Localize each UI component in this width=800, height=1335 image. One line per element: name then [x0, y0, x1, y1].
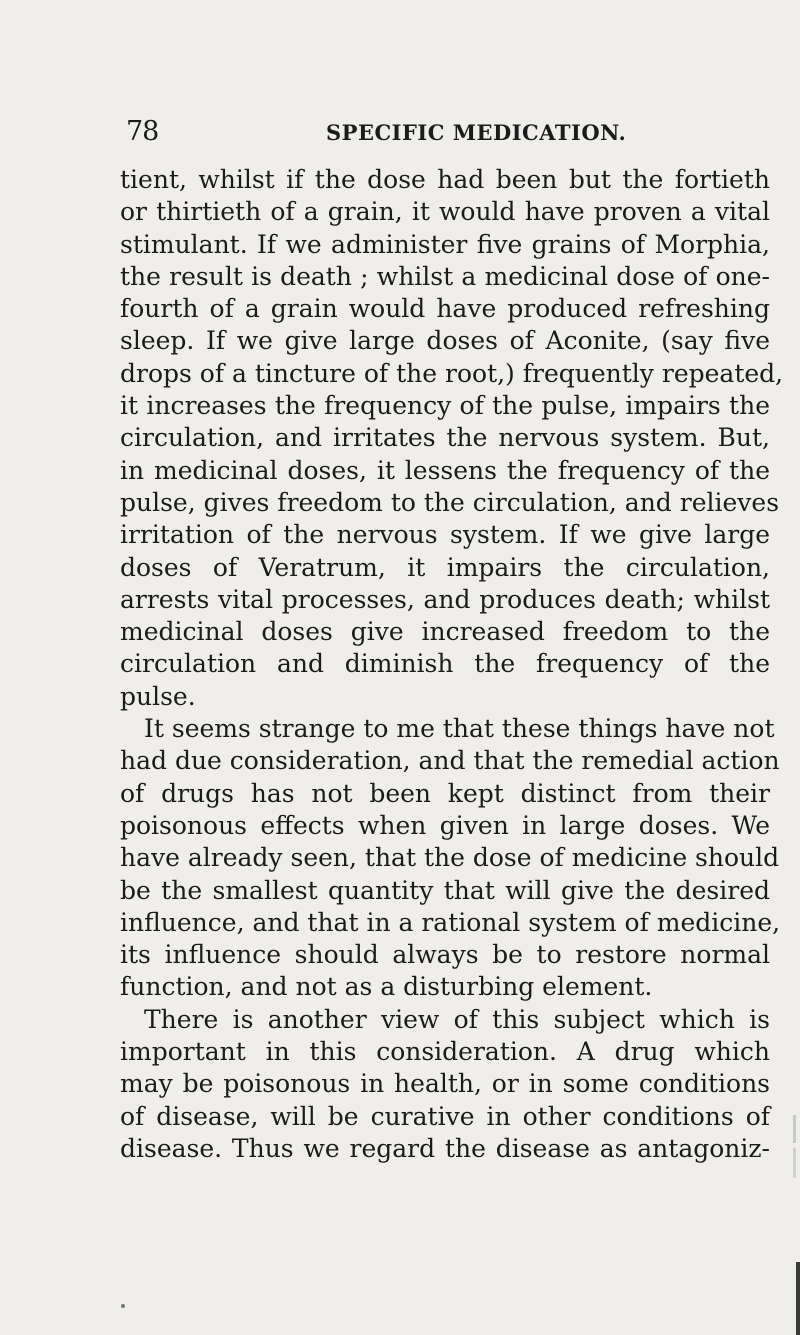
text-line: disease. Thus we regard the disease as antagoniz-	[120, 1133, 770, 1163]
text-line: in medicinal doses, it lessens the frequency of the	[120, 455, 770, 485]
text-line: doses of Veratrum, it impairs the circulation,	[120, 552, 770, 582]
page-edge-shadow	[796, 1262, 800, 1335]
text-line: pulse.	[120, 681, 196, 711]
text-line: medicinal doses give increased freedom to the	[120, 617, 770, 647]
text-line: influence, and that in a rational system of medicine,	[120, 907, 781, 937]
text-line: poisonous effects when given in large doses. We	[120, 810, 770, 840]
text-line: have already seen, that the dose of medicine should	[120, 843, 780, 873]
text-line: the result is death ; whilst a medicinal dose of one-	[120, 261, 770, 291]
running-title: SPECIFIC MEDICATION.	[326, 120, 627, 145]
text-line: may be poisonous in health, or in some conditions	[120, 1069, 770, 1099]
text-line: sleep. If we give large doses of Aconite, (say five	[120, 326, 770, 356]
text-line: There is another view of this subject which is	[144, 1004, 770, 1034]
text-line: function, and not as a disturbing element.	[120, 972, 653, 1002]
page-edge-shadow	[793, 1148, 796, 1178]
text-line: important in this consideration. A drug which	[120, 1037, 770, 1067]
text-line: fourth of a grain would have produced refreshing	[120, 294, 770, 324]
text-line: or thirtieth of a grain, it would have proven a vital	[120, 197, 770, 227]
text-line: it increases the frequency of the pulse, impairs the	[120, 391, 770, 421]
text-line: arrests vital processes, and produces death; whilst	[120, 584, 770, 614]
text-line: tient, whilst if the dose had been but the fortieth	[120, 165, 770, 194]
page-edge-shadow	[793, 1115, 796, 1143]
text-line: stimulant. If we administer five grains of Morphia,	[120, 229, 770, 259]
text-line: irritation of the nervous system. If we give large	[120, 520, 770, 550]
text-line: of disease, will be curative in other conditions of	[120, 1101, 770, 1131]
text-line: be the smallest quantity that will give the desired	[120, 875, 770, 905]
text-line: its influence should always be to restore normal	[120, 940, 770, 970]
scan-speck	[121, 1304, 125, 1308]
page-header	[126, 116, 774, 150]
page-number: 78	[126, 116, 159, 147]
text-line: pulse, gives freedom to the circulation, and relieves	[120, 487, 780, 517]
text-line: circulation, and irritates the nervous system. But,	[120, 423, 770, 453]
body-text	[120, 164, 784, 1165]
text-line: had due consideration, and that the remedial action	[120, 746, 780, 776]
text-line: of drugs has not been kept distinct from their	[120, 778, 770, 808]
text-line: circulation and diminish the frequency of the	[120, 649, 770, 679]
text-line: drops of a tincture of the root,) frequently repeated,	[120, 358, 784, 388]
text-line: It seems strange to me that these things have not	[144, 714, 775, 744]
